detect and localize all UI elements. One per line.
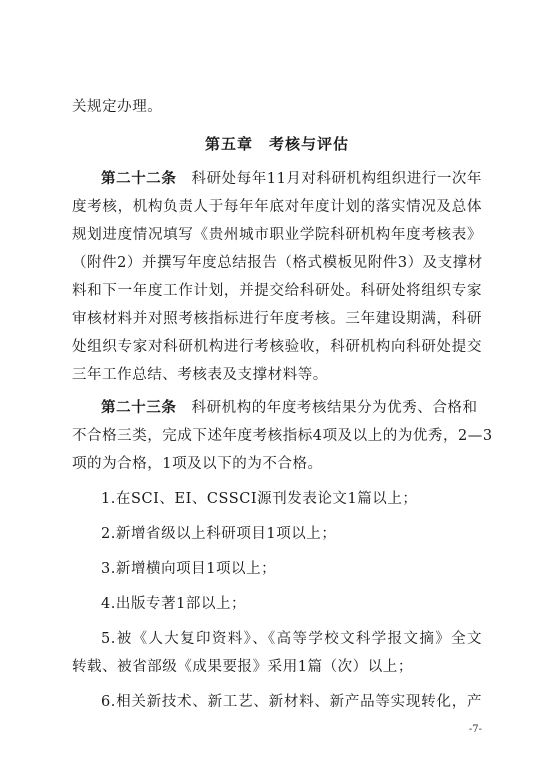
opening-line: 关规定办理。 [72,99,163,115]
article-22-heading: 第二十二条 [101,171,177,187]
chapter-title: 第五章 考核与评估 [204,135,349,153]
article-22-text-line: 度考核，机构负责人于每年年底对年度计划的落实情况及总体 [72,199,482,215]
article-22-first-line [72,165,482,193]
criteria-item: 5.被《人大复印资料》、《高等学校文科学报文摘》全文 [101,631,482,647]
criteria-item: 4.出版专著1部以上； [101,596,247,612]
article-23-text-line: 科研机构的年度考核结果分为优秀、合格和 [176,400,478,416]
article-23-heading: 第二十三条 [101,400,177,416]
article-23-text-line: 项的为合格，1项及以下的为不合格。 [72,456,323,472]
article-22 [72,165,482,389]
article-22-text-line: 料和下一年度工作计划，并提交给科研处。科研处将组织专家 [72,283,482,299]
criteria-item: 6.相关新技术、新工艺、新材料、新产品等实现转化，产 [101,694,482,710]
article-22-text-line: 处组织专家对科研机构进行考核验收，科研机构向科研处提交 [72,339,482,355]
article-22-text-line: 三年工作总结、考核表及支撑材料等。 [72,367,328,383]
document-body [72,93,493,716]
article-23-text-line: 不合格三类，完成下述年度考核指标4项及以上的为优秀，2—3 [72,428,493,444]
criteria-item-continuation: 转载、被省部级《成果要报》采用1篇（次）以上； [72,659,413,675]
criteria-item: 2.新增省级以上科研项目1项以上； [101,526,337,542]
article-22-text-line: （附件2）并撰写年度总结报告（格式模板见附件3）及支撑材 [72,255,483,271]
criteria-item: 1.在SCI、EI、CSSCI源刊发表论文1篇以上； [101,491,418,507]
assessment-criteria-list [72,485,482,716]
page-number: -7- [468,724,482,735]
article-22-text-line: 科研处每年11月对科研机构组织进行一次年 [176,171,482,187]
article-22-text-line: 审核材料并对照考核指标进行年度考核。三年建设期满，科研 [72,311,482,327]
article-22-text-line: 规划进度情况填写《贵州城市职业学院科研机构年度考核表》 [72,227,482,243]
article-23-first-line [72,394,482,422]
article-23 [72,394,493,478]
criteria-item: 3.新增横向项目1项以上； [101,561,277,577]
